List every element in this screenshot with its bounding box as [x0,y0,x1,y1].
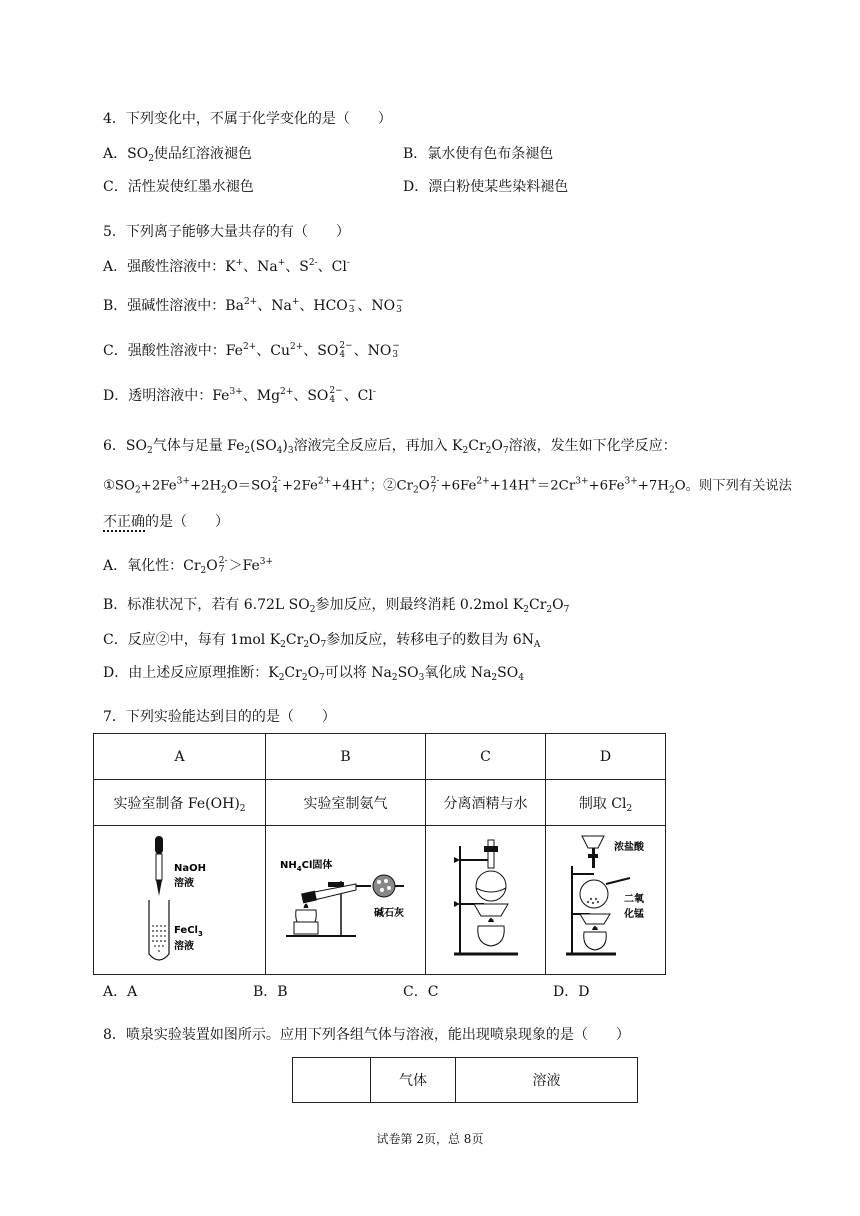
q7-option-c: C．C [403,984,439,1000]
experiment-table [93,733,666,975]
q4-option-a: A．$SO_2$使品红溶液褪色 [103,146,252,164]
dropper-tube [156,854,162,880]
wire-gauze [580,914,610,924]
solution-header: 溶液 [456,1058,638,1103]
flame [592,926,598,930]
q7-stem: 7．下列实验能达到目的的是（ ） [103,709,336,725]
q5-option-d: D．透明溶液中：$Fe^{3+}$、$Mg^{2+}$、SO 2− 4 、Cl- [103,386,376,405]
stopcock [588,854,598,858]
drying-tube-bulb [373,875,395,897]
alcohol-lamp [478,926,504,946]
flask-neck-top [488,840,494,868]
q4-option-b: B．氯水使有色布条褪色 [403,146,554,162]
conc-hcl-label: 浓盐酸 [614,842,644,853]
header-a: A [94,734,266,780]
dropper-tip [156,880,162,896]
separation-apparatus-figure [426,826,545,970]
emphasis-not-correct: 不正确 [103,514,145,530]
q4-option-d: D．漂白粉使某些染料褪色 [403,179,569,195]
gas-solution-table [292,1057,638,1103]
dropper-bulb [155,836,163,854]
figure-d-cell [546,826,666,975]
q6-stem-line2: $①SO_2+2Fe^{3+}+2H_2O=SO$ 2- 4 $+2Fe^{2+}+4H^+$；$②Cr_2O$ 2- 7 $+6Fe^{2+}+14H^+=2Cr^{3+}+6Fe^{3+}+7H_2O$。则下列有关说法 [103,476,792,496]
wire-gauze [474,904,508,916]
q6-stem-line1: 6．$SO_2$气体与足量 $Fe_2(SO_4)_3$溶液完全反应后，再加入 $K_2Cr_2O_7$溶液，发生如下化学反应： [103,438,677,456]
dropper-test-tube-figure [94,826,265,970]
q4-stem: 4．下列变化中，不属于化学变化的是（ ） [103,111,392,127]
tube-stopper [301,891,317,904]
q5-option-a: A．强酸性溶液中：K+、Na+、$S^{2-}$、Cl- [103,258,350,275]
q8-stem: 8．喷泉实验装置如图所示。应用下列各组气体与溶液，能出现喷泉现象的是（ ） [103,1027,630,1043]
figure-c-cell [426,826,546,975]
lamp-body [294,922,318,934]
side-arm [606,878,630,884]
nh4cl-solid-label: $NH_4Cl$固体 [280,860,333,873]
q7-option-a: A．A [103,984,138,1000]
fecl3-solution-label: 溶液 [174,941,194,952]
purpose-c: 分离酒精与水 [426,780,546,826]
alcohol-lamp [584,932,607,950]
gas-header: 气体 [371,1058,456,1103]
q7-option-d: D．D [553,984,590,1000]
q5-stem: 5．下列离子能够大量共存的有（ ） [103,224,350,240]
round-flask [580,880,608,908]
q6-option-c: C．反应②中，每有 1mol $K_2Cr_2O_7$参加反应，转移电子的数目为 $6N_A$ [103,632,541,650]
purpose-b: 实验室制氨气 [266,780,426,826]
q7-option-b: B．B [253,984,288,1000]
header-c: C [426,734,546,780]
separatory-funnel [582,836,604,848]
flame [304,904,308,908]
figure-b-cell [266,826,426,975]
header-b: B [266,734,426,780]
ammonia-apparatus-figure [266,826,425,970]
flame [488,918,494,922]
q6-option-a: A．氧化性：$Cr_2O$ 2- 7 $>Fe^{3+}$ [103,556,274,576]
figure-a-cell [94,826,266,975]
naoh-solution-label: 溶液 [174,878,194,889]
soda-lime-label: 碱石灰 [374,908,404,919]
naoh-label: NaOH [174,863,206,874]
neck-clamp [484,846,498,852]
round-flask [476,871,506,901]
purpose-a: 实验室制备 $Fe(OH)_2$ [94,780,266,826]
blank-header [293,1058,371,1103]
mno2-label-line2: 化锰 [624,909,644,920]
page-footer: 试卷第 2页，总 8页 [376,1132,484,1146]
chlorine-apparatus-figure [546,826,665,970]
q6-option-b: B．标准状况下，若有 6.72L $SO_2$参加反应，则最终消耗 0.2mol $K_2Cr_2O_7$ [103,597,570,615]
purpose-d: 制取 $Cl_2$ [546,780,666,826]
q5-option-c: C．强酸性溶液中：$Fe^{2+}$、$Cu^{2+}$、SO 2− 4 、NO − 3 [103,341,400,360]
mno2-label-line1: 二氧 [624,894,644,905]
clamp [328,882,344,887]
q6-option-d: D．由上述反应原理推断：$K_2Cr_2O_7$可以将 $Na_2SO_3$氧化成 $Na_2SO_4$ [103,665,524,683]
q4-option-c: C．活性炭使红墨水褪色 [103,179,254,195]
header-d: D [546,734,666,780]
fecl3-label: FeCl$_3$ [174,925,203,938]
q6-stem-line3: 不正确的是（ ） [103,514,229,530]
q5-option-b: B．强碱性溶液中：$Ba^{2+}$、Na+、HCO − 3 、NO − 3 [103,296,404,315]
